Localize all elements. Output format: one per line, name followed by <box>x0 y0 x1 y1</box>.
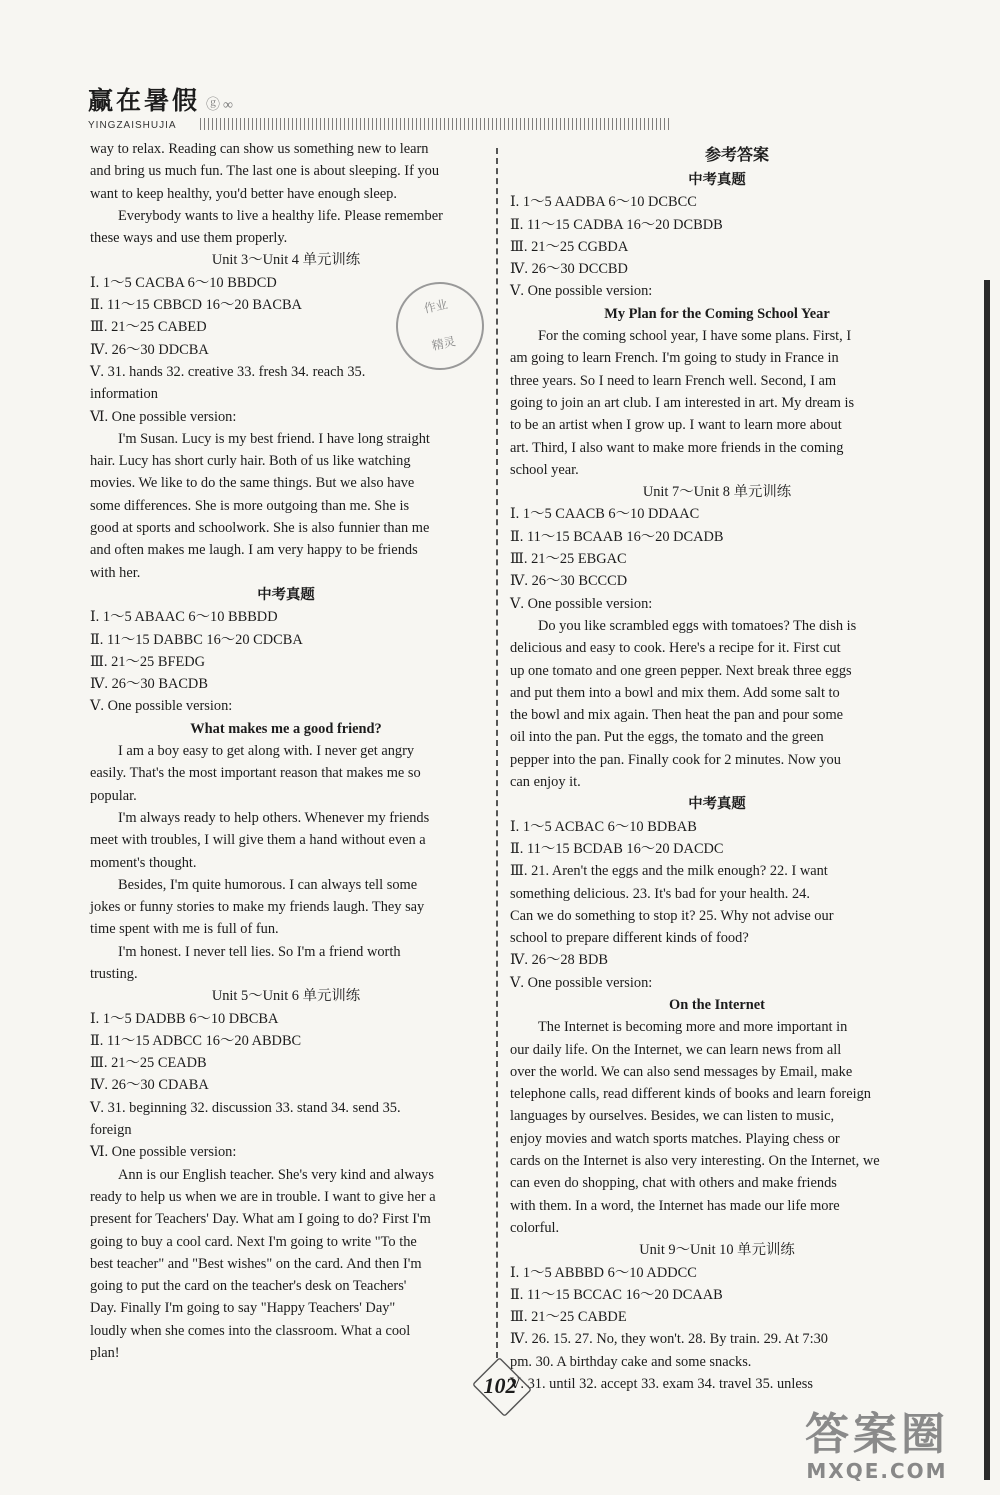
text-line: Ⅴ. One possible version: <box>90 698 233 715</box>
text-line: meet with troubles, I will give them a hand without even a <box>90 832 426 849</box>
text-line: Ⅰ. 1～5 DADBB 6～10 DBCBA <box>90 1010 279 1027</box>
text-line: can even do shopping, chat with others and make friends <box>510 1175 837 1192</box>
text-line: Unit 9～Unit 10 单元训练 <box>639 1242 795 1259</box>
header-hatch-rule <box>200 118 670 130</box>
answer-key-heading: 参考答案 <box>704 147 769 164</box>
text-line: Ⅱ. 11～15 BCDAB 16～20 DACDC <box>510 840 724 857</box>
text-line: Ⅱ. 11～15 CADBA 16～20 DCBDB <box>510 216 723 233</box>
text-line: Ⅳ. 26～30 DCCBD <box>510 261 628 278</box>
text-line: going to put the card on the teacher's desk on Teachers' <box>90 1278 407 1295</box>
text-line: I am a boy easy to get along with. I never get angry <box>118 743 415 760</box>
page-number: 102 <box>440 1356 560 1416</box>
book-title: 赢在暑假 ⓖ∞ <box>88 88 236 115</box>
text-line: Ⅰ. 1～5 CAACB 6～10 DDAAC <box>510 506 700 523</box>
text-line: and put them into a bowl and mix them. Add some salt to <box>510 684 840 701</box>
text-line: and bring us much fun. The last one is about sleeping. If you <box>90 163 440 180</box>
text-line: going to buy a cool card. Next I'm going to write "To the <box>90 1233 417 1250</box>
right-column <box>510 143 924 1395</box>
text-line: oil into the pan. Put the eggs, the tomato and the green <box>510 729 824 746</box>
decor-swirl-icon: ⓖ∞ <box>206 98 236 113</box>
text-line: am going to learn French. I'm going to study in France in <box>510 350 839 367</box>
text-line: Ⅱ. 11～15 ADBCC 16～20 ABDBC <box>90 1032 302 1049</box>
text-line: 中考真题 <box>257 586 315 603</box>
text-line: Ⅰ. 1～5 ABAAC 6～10 BBBDD <box>90 609 278 626</box>
text-line: 中考真题 <box>688 172 746 188</box>
text-line: Ⅱ. 11～15 BCAAB 16～20 DCADB <box>510 528 724 545</box>
stamp-seal: 作业 精灵 <box>388 274 492 378</box>
text-line: Ⅲ. 21～25 CABDE <box>510 1309 627 1326</box>
text-line: information <box>90 386 158 403</box>
text-line: Everybody wants to live a healthy life. Please remember <box>118 207 443 224</box>
text-line: with them. In a word, the Internet has made our life more <box>510 1197 840 1214</box>
text-line: way to relax. Reading can show us something new to learn <box>90 141 429 157</box>
text-line: Ⅴ. One possible version: <box>510 283 653 300</box>
text-line: enjoy movies and watch sports matches. Playing chess or <box>510 1130 840 1147</box>
text-line: trusting. <box>90 965 138 982</box>
text-line: languages by ourselves. Besides, we can listen to music, <box>510 1108 835 1125</box>
text-line: three years. So I need to learn French well. Second, I am <box>510 372 837 389</box>
text-line: 中考真题 <box>688 796 746 813</box>
text-line: Ⅴ. 31. beginning 32. discussion 33. stand 34. send 35. <box>90 1099 401 1116</box>
text-line: going to join an art club. I am interested in art. My dream is <box>510 394 855 411</box>
text-line: The Internet is becoming more and more important in <box>538 1019 848 1036</box>
text-line: Ⅳ. 26～30 CDABA <box>90 1077 209 1094</box>
text-line: foreign <box>90 1122 132 1139</box>
book-header <box>88 88 588 138</box>
text-line: Ⅴ. One possible version: <box>510 595 653 612</box>
text-line: Unit 5～Unit 6 单元训练 <box>211 988 361 1005</box>
text-line: moment's thought. <box>90 854 197 871</box>
text-line: easily. That's the most important reason that makes me so <box>90 765 421 782</box>
text-line: Ⅲ. 21～25 CEADB <box>90 1055 207 1072</box>
text-line: Ⅲ. 21～25 EBGAC <box>510 551 627 568</box>
text-line: pm. 30. A birthday cake and some snacks. <box>510 1353 752 1370</box>
text-line: cards on the Internet is also very interesting. On the Internet, we <box>510 1153 880 1170</box>
text-line: Ⅳ. 26～30 DDCBA <box>90 341 209 358</box>
text-line: loudly when she comes into the classroom. What a cool <box>90 1322 411 1339</box>
text-line: On the Internet <box>669 996 765 1013</box>
text-line: What makes me a good friend? <box>190 720 382 737</box>
text-line: popular. <box>90 787 137 804</box>
text-line: Ⅳ. 26～28 BDB <box>510 952 608 969</box>
text-line: up one tomato and one green pepper. Next break three eggs <box>510 662 852 679</box>
text-line: Day. Finally I'm going to say "Happy Teachers' Day" <box>90 1300 396 1317</box>
text-line: delicious and easy to cook. Here's a recipe for it. First cut <box>510 640 841 657</box>
text-line: some differences. She is more outgoing than me. She is <box>90 497 410 514</box>
text-line: time spent with me is full of fun. <box>90 921 279 938</box>
text-line: Ⅲ. 21～25 BFEDG <box>90 653 206 670</box>
watermark: 答案圈 MXQE.COM <box>805 1409 949 1483</box>
text-line: Ⅴ. 31. hands 32. creative 33. fresh 34. reach 35. <box>90 363 366 380</box>
book-title-pinyin: YINGZAISHUJIA <box>88 120 177 131</box>
text-line: school year. <box>510 461 579 478</box>
text-line: Unit 3～Unit 4 单元训练 <box>211 252 361 269</box>
text-line: hair. Lucy has short curly hair. Both of us like watching <box>90 453 411 470</box>
text-line: can enjoy it. <box>510 774 581 791</box>
text-line: want to keep healthy, you'd better have enough sleep. <box>90 185 397 202</box>
text-line: Do you like scrambled eggs with tomatoes? The dish is <box>538 617 857 634</box>
text-line: school to prepare different kinds of food? <box>510 930 749 947</box>
text-line: telephone calls, read different kinds of books and learn foreign <box>510 1086 871 1103</box>
text-line: our daily life. On the Internet, we can learn news from all <box>510 1041 842 1058</box>
column-divider <box>496 148 498 1358</box>
text-line: the bowl and mix again. Then heat the pan and pour some <box>510 707 844 724</box>
text-line: best teacher" and "Best wishes" on the card. And then I'm <box>90 1255 422 1272</box>
text-line: Ⅳ. 26. 15. 27. No, they won't. 28. By train. 29. At 7:30 <box>510 1331 828 1348</box>
text-line: Ⅵ. One possible version: <box>90 1144 237 1161</box>
text-line: Ⅰ. 1～5 CACBA 6～10 BBDCD <box>90 274 277 291</box>
text-line: plan! <box>90 1345 120 1362</box>
text-line: to be an artist when I grow up. I want to learn more about <box>510 417 842 434</box>
text-line: Can we do something to stop it? 25. Why not advise our <box>510 907 834 924</box>
text-line: Ⅱ. 11～15 BCCAC 16～20 DCAAB <box>510 1286 723 1303</box>
text-line: Ⅰ. 1～5 ABBBD 6～10 ADDCC <box>510 1264 697 1281</box>
text-line: something delicious. 23. It's bad for your health. 24. <box>510 885 810 902</box>
text-line: Ⅰ. 1～5 AADBA 6～10 DCBCC <box>510 194 697 211</box>
text-line: jokes or funny stories to make my friends laugh. They say <box>90 899 425 916</box>
page-edge-bar <box>984 280 990 1480</box>
text-line: Ⅲ. 21. Aren't the eggs and the milk enough? 22. I want <box>510 863 828 880</box>
text-line: movies. We like to do the same things. But we also have <box>90 475 415 492</box>
text-line: Ⅵ. One possible version: <box>90 408 237 425</box>
text-line: Ⅱ. 11～15 DABBC 16～20 CDCBA <box>90 631 303 648</box>
text-line: present for Teachers' Day. What am I going to do? First I'm <box>90 1211 431 1228</box>
text-line: Ⅳ. 26～30 BCCCD <box>510 573 628 590</box>
text-line: and often makes me laugh. I am very happy to be friends <box>90 542 418 559</box>
text-line: pepper into the pan. Finally cook for 2 minutes. Now you <box>510 751 841 768</box>
text-line: Besides, I'm quite humorous. I can always tell some <box>118 876 418 893</box>
text-line: Ⅰ. 1～5 ACBAC 6～10 BDBAB <box>510 818 697 835</box>
text-line: these ways and use them properly. <box>90 230 288 247</box>
text-line: I'm always ready to help others. Whenever my friends <box>118 809 430 826</box>
text-line: I'm honest. I never tell lies. So I'm a friend worth <box>118 943 401 960</box>
text-line: with her. <box>90 564 141 581</box>
text-line: good at sports and schoolwork. She is also funnier than me <box>90 520 430 537</box>
text-line: Ann is our English teacher. She's very kind and always <box>118 1166 434 1183</box>
text-line: art. Third, I also want to make more friends in the coming <box>510 439 844 456</box>
text-line: I'm Susan. Lucy is my best friend. I have long straight <box>118 430 430 447</box>
text-line: Unit 7～Unit 8 单元训练 <box>642 484 792 501</box>
text-line: Ⅴ. One possible version: <box>510 974 653 991</box>
text-line: ready to help us when we are in trouble. I want to give her a <box>90 1188 436 1205</box>
text-line: Ⅳ. 26～30 BACDB <box>90 676 208 693</box>
text-line: colorful. <box>510 1219 560 1236</box>
text-line: Ⅱ. 11～15 CBBCD 16～20 BACBA <box>90 297 302 314</box>
text-line: My Plan for the Coming School Year <box>604 305 830 322</box>
text-line: Ⅲ. 21～25 CABED <box>90 319 207 336</box>
text-line: Ⅴ. 31. until 32. accept 33. exam 34. travel 35. unless <box>510 1376 813 1393</box>
text-line: over the world. We can also send messages by Email, make <box>510 1063 853 1080</box>
text-line: Ⅲ. 21～25 CGBDA <box>510 238 629 255</box>
text-line: For the coming school year, I have some plans. First, I <box>538 328 852 345</box>
